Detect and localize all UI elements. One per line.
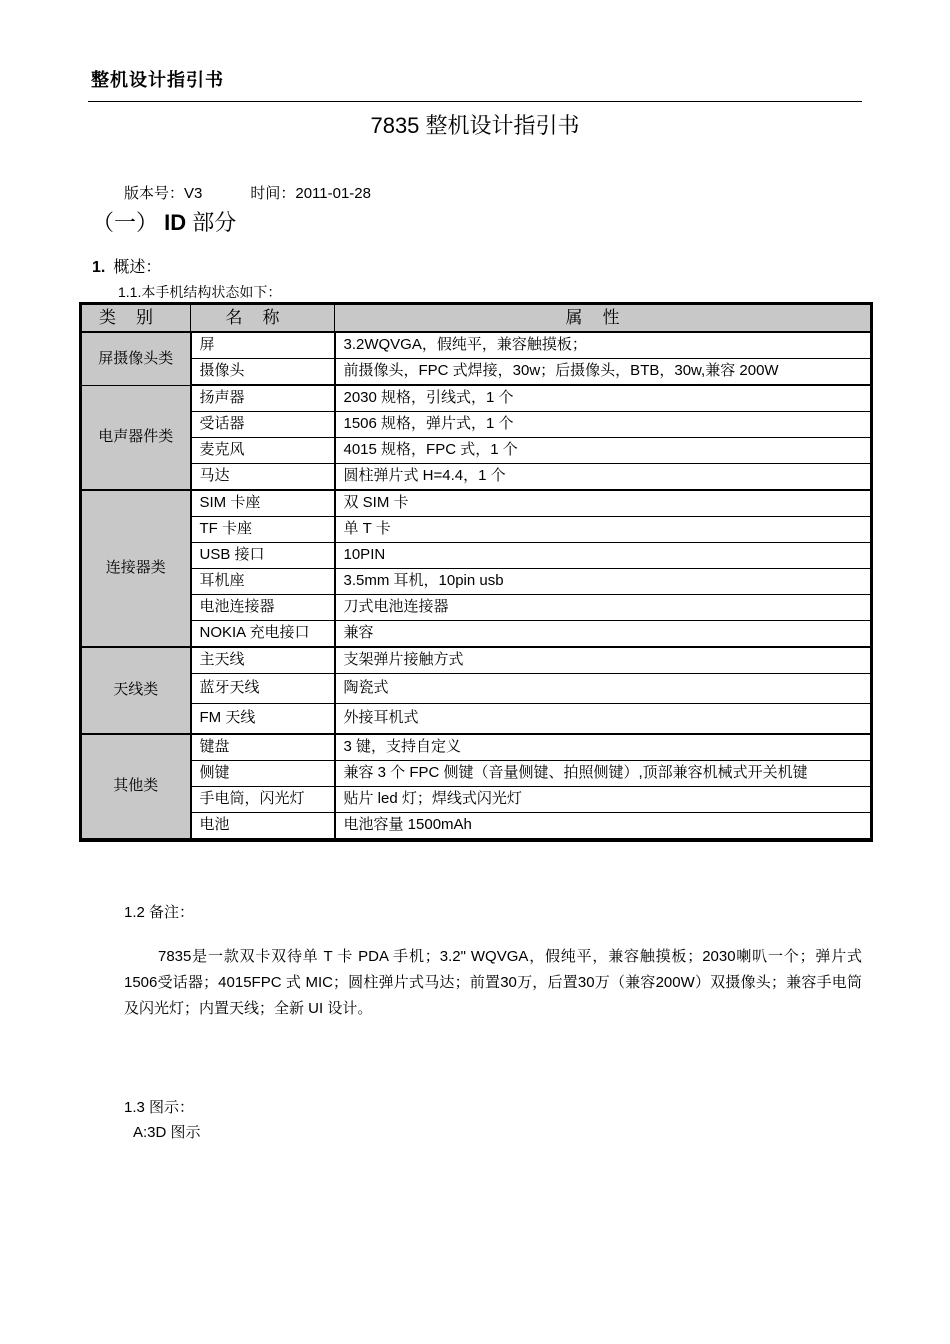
attribute-cell: 3.5mm 耳机，10pin usb	[335, 569, 871, 595]
table-row	[82, 569, 871, 595]
name-cell: 受话器	[191, 412, 335, 438]
figure-label: 1.3 图示：	[124, 1099, 195, 1116]
table-row	[82, 595, 871, 621]
name-cell: 手电筒，闪光灯	[191, 787, 335, 813]
attribute-cell: 兼容 3 个 FPC 侧键（音量侧键、拍照侧键）,顶部兼容机械式开关机键	[335, 761, 871, 787]
table-row	[82, 787, 871, 813]
section-heading	[92, 206, 236, 237]
name-cell: SIM 卡座	[191, 490, 335, 517]
attribute-cell: 1506 规格，弹片式，1 个	[335, 412, 871, 438]
attribute-cell: 陶瓷式	[335, 674, 871, 704]
attribute-cell: 前摄像头，FPC 式焊接，30w；后摄像头，BTB，30w,兼容 200W	[335, 359, 871, 386]
table-row	[82, 761, 871, 787]
notes-paragraph: 7835是一款双卡双待单 T 卡 PDA 手机；3.2" WQVGA，假纯平，兼容触摸板；2030喇叭一个；弹片式1506受话器；4015FPC 式 MIC；圆柱弹片式马达；前置30万，后置30万（兼容200W）双摄像头；兼容手电筒及闪光灯；内置天线；全新 UI 设计。	[124, 948, 862, 1017]
attribute-cell: 3.2WQVGA，假纯平，兼容触摸板；	[335, 332, 871, 359]
name-cell: 蓝牙天线	[191, 674, 335, 704]
table-row	[82, 734, 871, 761]
attribute-cell: 单 T 卡	[335, 517, 871, 543]
attribute-cell: 刀式电池连接器	[335, 595, 871, 621]
name-cell: 屏	[191, 332, 335, 359]
attribute-cell: 3 键，支持自定义	[335, 734, 871, 761]
table-row	[82, 490, 871, 517]
figure-sublabel: A:3D 图示	[133, 1124, 201, 1141]
attribute-cell: 圆柱弹片式 H=4.4，1 个	[335, 464, 871, 491]
section-prefix: （一）	[92, 210, 159, 235]
name-cell: 键盘	[191, 734, 335, 761]
header-category: 类别	[82, 305, 191, 333]
table-row	[82, 517, 871, 543]
attribute-cell: 支架弹片接触方式	[335, 647, 871, 674]
name-cell: USB 接口	[191, 543, 335, 569]
name-cell: TF 卡座	[191, 517, 335, 543]
section-id: ID	[164, 210, 187, 235]
category-cell: 其他类	[82, 734, 191, 839]
table-header-row	[82, 305, 871, 333]
name-cell: FM 天线	[191, 704, 335, 735]
table-row	[82, 385, 871, 412]
name-cell: 扬声器	[191, 385, 335, 412]
spec-table	[81, 304, 871, 840]
table-caption: 1.1.本手机结构状态如下：	[118, 284, 282, 300]
name-cell: 主天线	[191, 647, 335, 674]
name-cell: 麦克风	[191, 438, 335, 464]
attribute-cell: 双 SIM 卡	[335, 490, 871, 517]
category-cell: 屏摄像头类	[82, 332, 191, 385]
table-row	[82, 438, 871, 464]
header-divider	[88, 101, 862, 102]
category-cell: 天线类	[82, 647, 191, 734]
attribute-cell: 外接耳机式	[335, 704, 871, 735]
name-cell: 马达	[191, 464, 335, 491]
table-row	[82, 464, 871, 491]
name-cell: 摄像头	[191, 359, 335, 386]
running-header-title: 整机设计指引书	[91, 70, 224, 90]
attribute-cell: 2030 规格，引线式，1 个	[335, 385, 871, 412]
table-row	[82, 674, 871, 704]
attribute-cell: 电池容量 1500mAh	[335, 813, 871, 840]
document-title: 7835 整机设计指引书	[370, 113, 580, 138]
category-cell: 电声器件类	[82, 385, 191, 490]
table-row	[82, 359, 871, 386]
subsection-number: 1.	[92, 259, 106, 276]
header-name: 名称	[191, 305, 335, 333]
subsection-overview	[92, 254, 161, 277]
name-cell: 侧键	[191, 761, 335, 787]
name-cell: 耳机座	[191, 569, 335, 595]
name-cell: NOKIA 充电接口	[191, 621, 335, 648]
name-cell: 电池	[191, 813, 335, 840]
attribute-cell: 4015 规格，FPC 式，1 个	[335, 438, 871, 464]
table-row	[82, 621, 871, 648]
table-row	[82, 647, 871, 674]
table-row	[82, 332, 871, 359]
header-attribute: 属性	[335, 305, 871, 333]
section-suffix: 部分	[192, 210, 237, 235]
category-cell: 连接器类	[82, 490, 191, 647]
name-cell: 电池连接器	[191, 595, 335, 621]
subsection-label: 概述：	[113, 259, 162, 276]
table-row	[82, 813, 871, 840]
table-row	[82, 704, 871, 735]
time-label: 时间：2011-01-28	[250, 185, 371, 202]
attribute-cell: 兼容	[335, 621, 871, 648]
version-label: 版本号：V3	[124, 185, 203, 202]
version-line	[124, 182, 371, 203]
notes-label: 1.2 备注：	[124, 904, 195, 921]
attribute-cell: 10PIN	[335, 543, 871, 569]
table-row	[82, 412, 871, 438]
table-row	[82, 543, 871, 569]
attribute-cell: 贴片 led 灯；焊线式闪光灯	[335, 787, 871, 813]
